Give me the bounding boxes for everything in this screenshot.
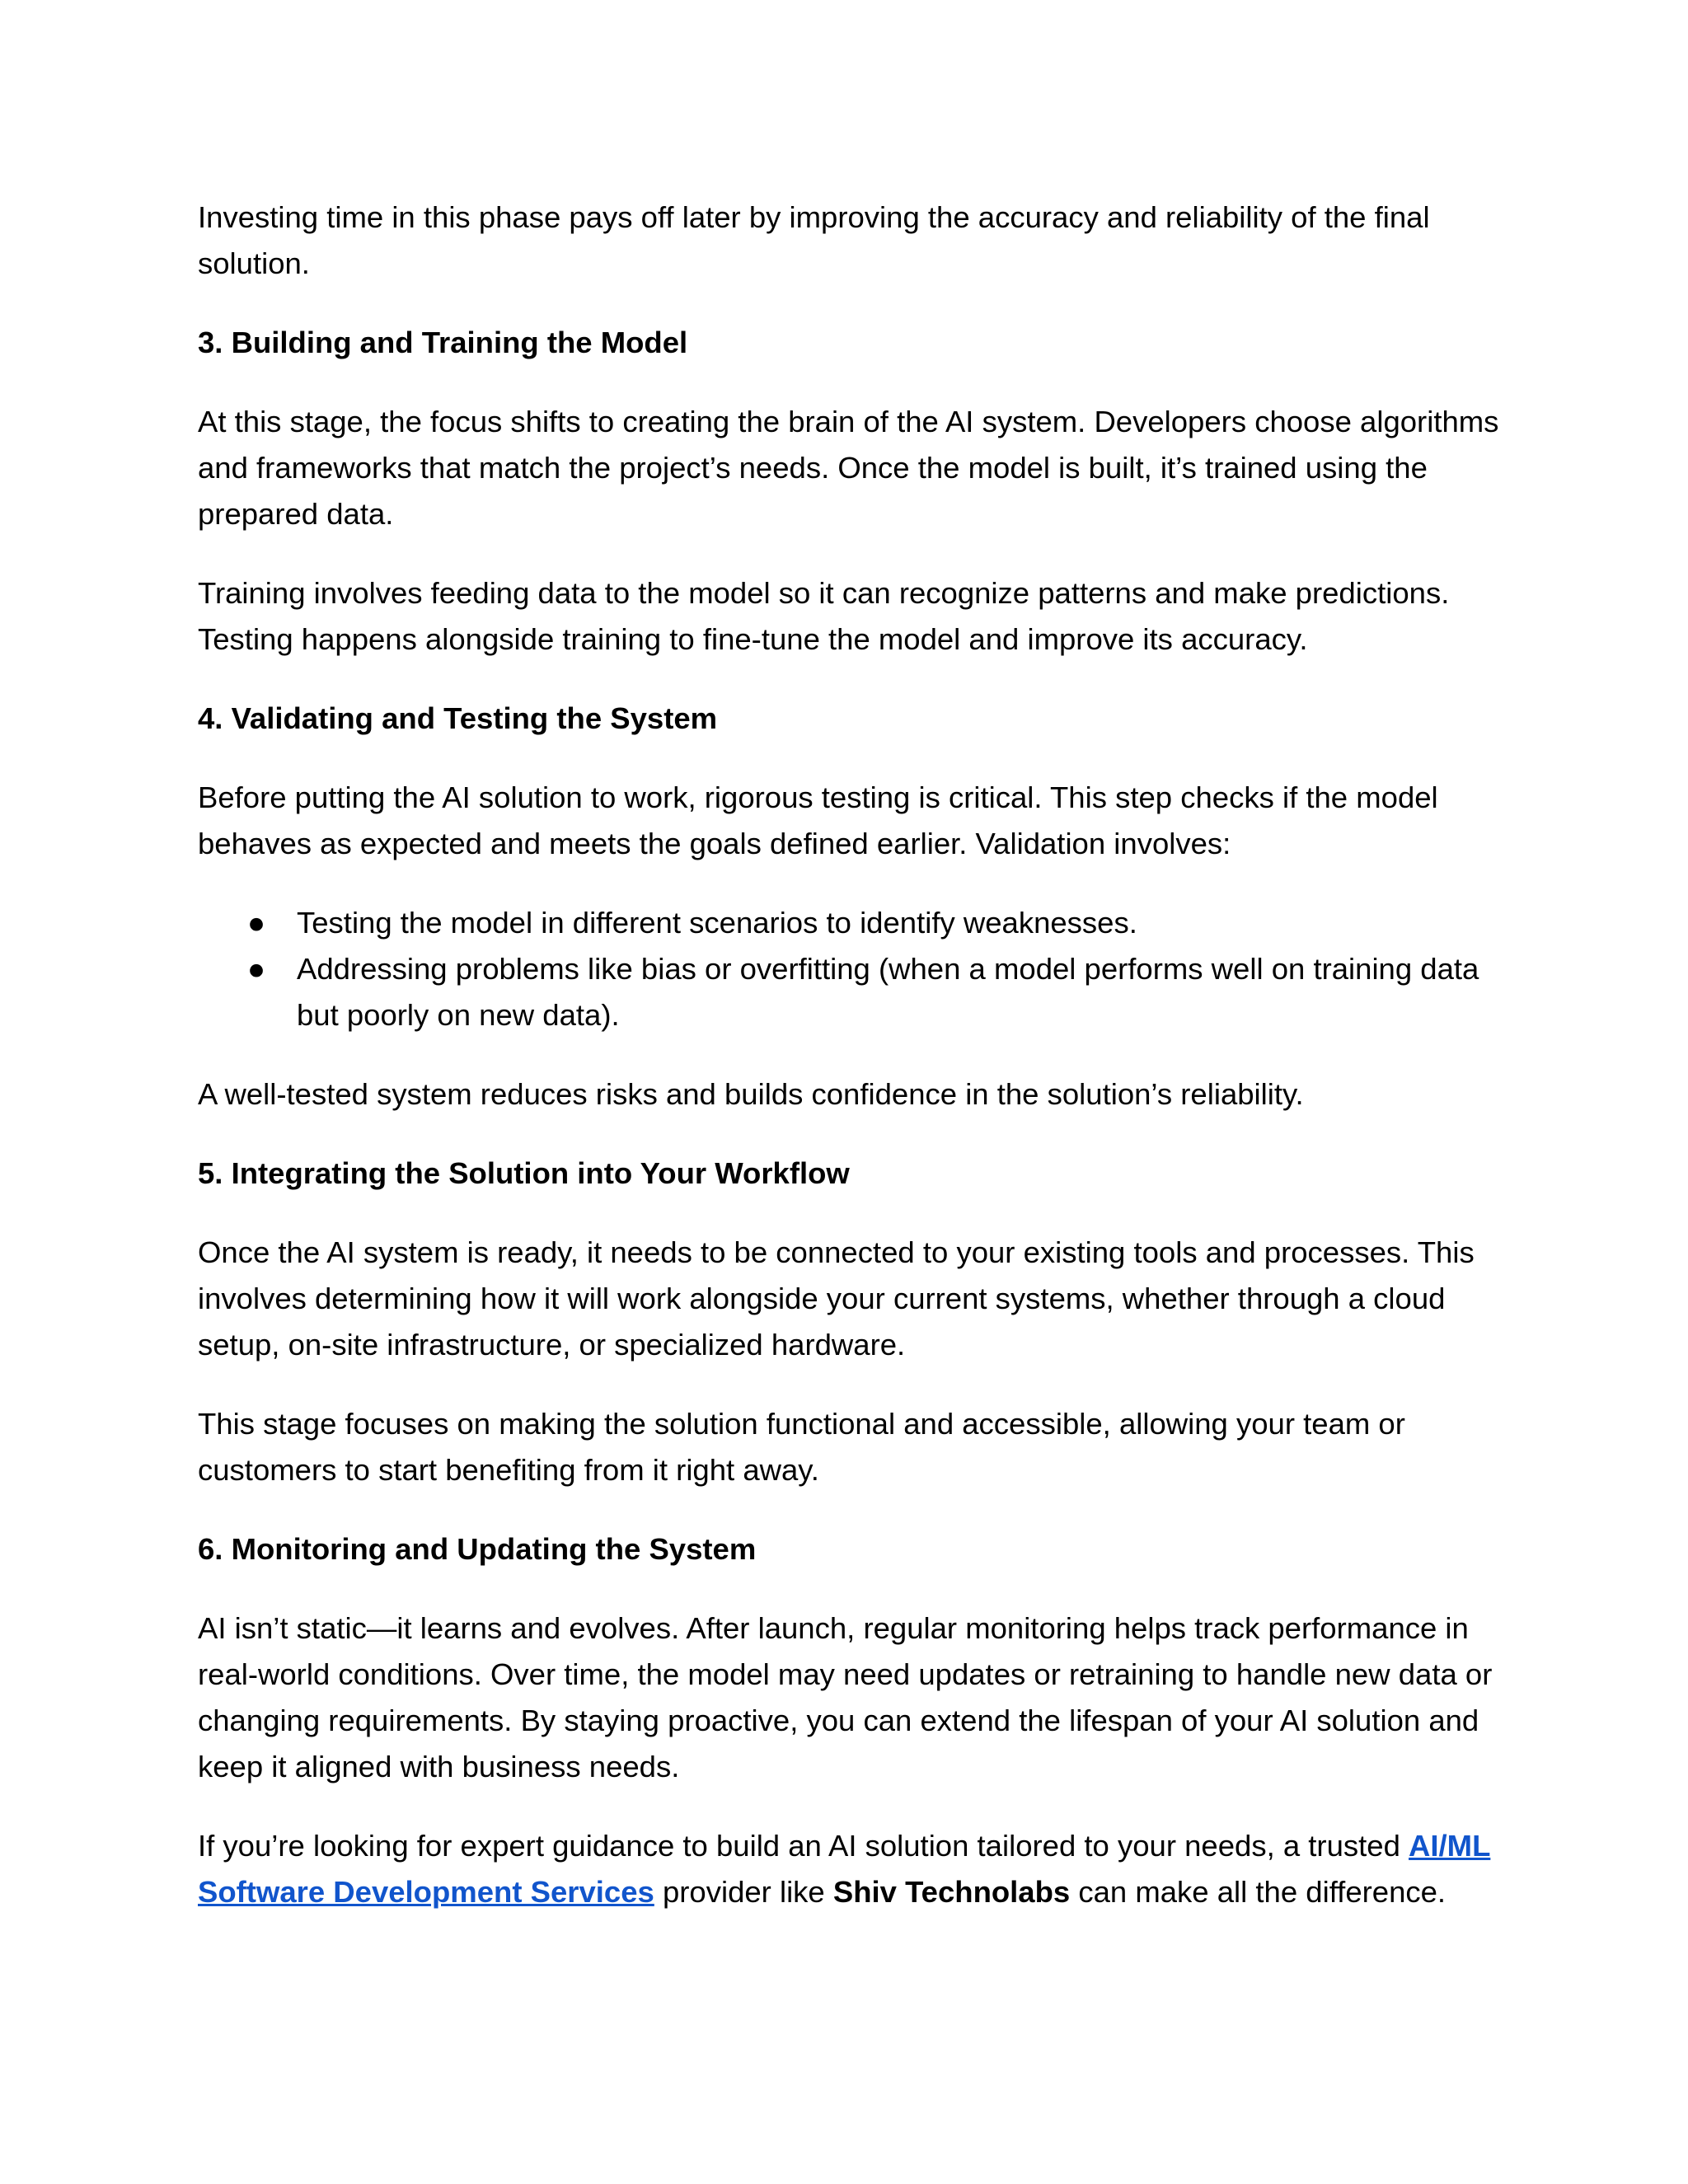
document-page bbox=[198, 194, 1500, 1948]
validation-list bbox=[198, 900, 1500, 1038]
section-3-paragraph-1: At this stage, the focus shifts to creating the brain of the AI system. Developers choose algorithms and frameworks that match the project’s needs. Once the model is built, it’s trained using the prepared data. bbox=[198, 405, 1499, 531]
section-5-paragraph-1: Once the AI system is ready, it needs to be connected to your existing tools and processes. This involves determining how it will work alongside your current systems, whether through a cloud setup, on-site infrastructure, or specialized hardware. bbox=[198, 1235, 1475, 1361]
closing-text-end: can make all the difference. bbox=[1070, 1875, 1447, 1909]
section-4-paragraph-1: Before putting the AI solution to work, rigorous testing is critical. This step checks if the model behaves as expected and meets the goals defined earlier. Validation involves: bbox=[198, 780, 1438, 860]
list-item-text: Testing the model in different scenarios to identify weaknesses. bbox=[297, 906, 1137, 940]
list-item bbox=[198, 900, 1500, 946]
closing-text-start: If you’re looking for expert guidance to build an AI solution tailored to your needs, a trusted bbox=[198, 1829, 1409, 1863]
closing-paragraph bbox=[198, 1823, 1500, 1915]
section-6-paragraph-1: AI isn’t static—it learns and evolves. After launch, regular monitoring helps track performance in real-world conditions. Over time, the model may need updates or retraining to handle new data or changing requirements. By staying proactive, you can extend the lifespan of your AI solution and keep it aligned with business needs. bbox=[198, 1611, 1493, 1783]
section-4-paragraph-2: A well-tested system reduces risks and builds confidence in the solution’s reliability. bbox=[198, 1077, 1304, 1111]
services-link[interactable]: AI/ML Software Development Services bbox=[198, 1829, 1491, 1909]
section-5-paragraph-2: This stage focuses on making the solution functional and accessible, allowing your team or customers to start benefiting from it right away. bbox=[198, 1407, 1405, 1487]
section-3-paragraph-2: Training involves feeding data to the model so it can recognize patterns and make predictions. Testing happens alongside training to fine-tune the model and improve its accuracy. bbox=[198, 576, 1450, 656]
section-4-heading: 4. Validating and Testing the System bbox=[198, 701, 718, 735]
intro-paragraph: Investing time in this phase pays off later by improving the accuracy and reliability of the final solution. bbox=[198, 200, 1430, 280]
bullet-icon: ● bbox=[247, 952, 266, 986]
list-item bbox=[198, 946, 1500, 1038]
section-6-heading: 6. Monitoring and Updating the System bbox=[198, 1532, 757, 1566]
section-3-heading: 3. Building and Training the Model bbox=[198, 326, 688, 359]
company-name: Shiv Technolabs bbox=[832, 1875, 1071, 1909]
list-item-text: Addressing problems like bias or overfitting (when a model performs well on training data but poorly on new data). bbox=[297, 952, 1479, 1032]
bullet-icon: ● bbox=[247, 906, 266, 940]
section-5-heading: 5. Integrating the Solution into Your Workflow bbox=[198, 1156, 850, 1190]
closing-text-middle: provider like bbox=[654, 1875, 833, 1909]
